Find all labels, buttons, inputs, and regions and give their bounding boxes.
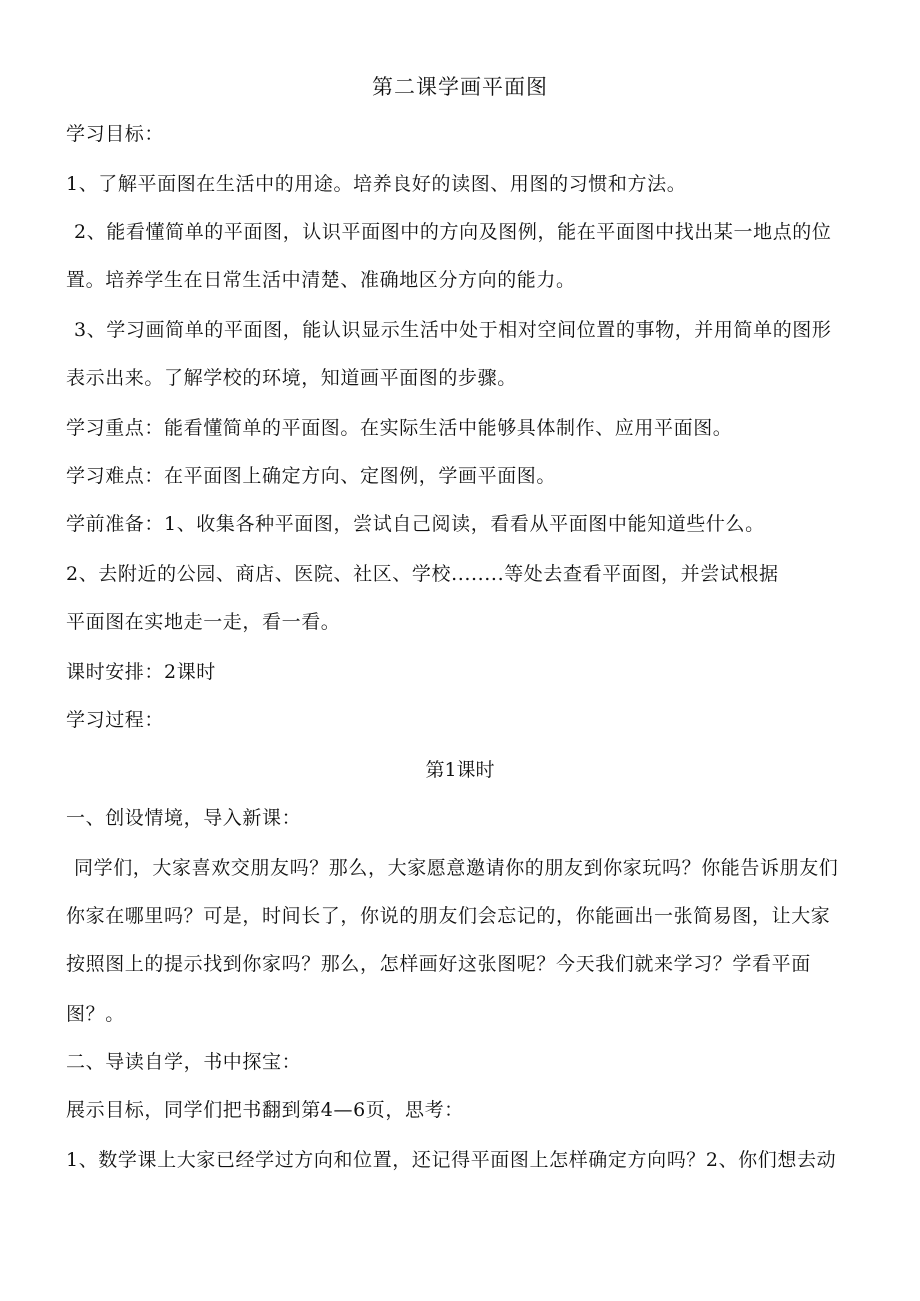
schedule: 课时安排：2课时 [66,661,216,683]
show-goals-line: 展示目标，同学们把书翻到第4—6页，思考： [66,1099,464,1121]
goal-3-line-2: 表示出来。了解学校的环境，知道画平面图的步骤。 [66,367,517,389]
preparation-line-3: 平面图在实地走一走，看一看。 [66,611,341,633]
section-1-heading: 一、创设情境，导入新课： [66,807,302,829]
intro-paragraph-line-3: 按照图上的提示找到你家吗？那么，怎样画好这张图呢？今天我们就来学习？学看平面 [66,953,811,975]
key-points: 学习重点：能看懂简单的平面图。在实际生活中能够具体制作、应用平面图。 [66,417,733,439]
intro-paragraph-line-2: 你家在哪里吗？可是，时间长了，你说的朋友们会忘记的，你能画出一张简易图，让大家 [66,905,831,927]
learning-process-heading: 学习过程： [66,709,165,731]
section-2-heading: 二、导读自学，书中探宝： [66,1051,302,1073]
lesson-1-heading: 第1课时 [425,759,495,781]
preparation-line-1: 学前准备：1、收集各种平面图，尝试自己阅读，看看从平面图中能知道些什么。 [66,513,765,535]
intro-paragraph-line-1: 同学们，大家喜欢交朋友吗？那么，大家愿意邀请你的朋友到你家玩吗？你能告诉朋友们 [74,857,839,879]
difficulties: 学习难点：在平面图上确定方向、定图例，学画平面图。 [66,465,557,487]
preparation-line-2: 2、去附近的公园、商店、医院、社区、学校........等处去查看平面图，并尝试根据 [66,563,779,585]
page-title: 第二课学画平面图 [372,75,548,99]
goal-2-line-1: 2、能看懂简单的平面图，认识平面图中的方向及图例，能在平面图中找出某一地点的位 [74,221,832,243]
question-line: 1、数学课上大家已经学过方向和位置，还记得平面图上怎样确定方向吗？2、你们想去动 [66,1149,837,1171]
section-heading-learning-goals: 学习目标： [66,123,165,145]
goal-1: 1、了解平面图在生活中的用途。培养良好的读图、用图的习惯和方法。 [66,173,687,195]
goal-2-line-2: 置。培养学生在日常生活中清楚、准确地区分方向的能力。 [66,269,576,291]
intro-paragraph-line-4: 图？。 [66,1003,125,1025]
goal-3-line-1: 3、学习画简单的平面图，能认识显示生活中处于相对空间位置的事物，并用简单的图形 [74,319,832,341]
